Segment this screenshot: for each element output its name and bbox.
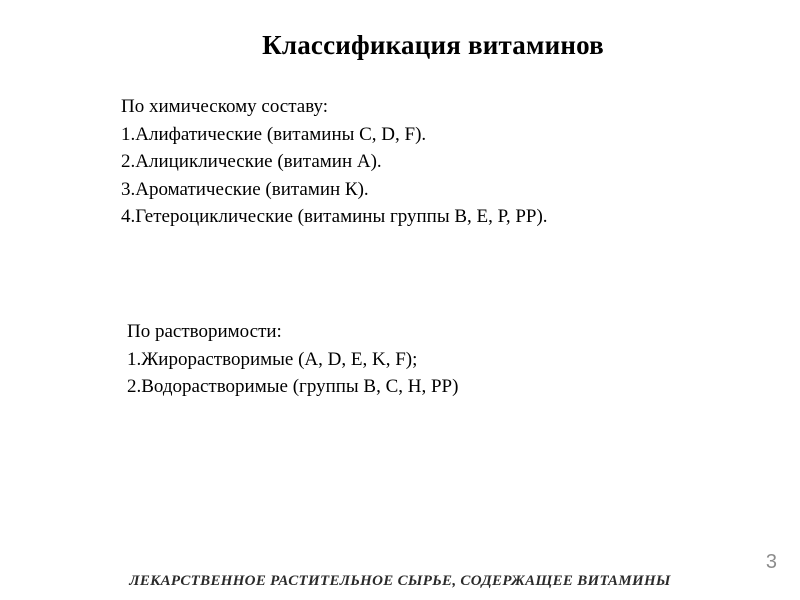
slide-title: Классификация витаминов: [262, 30, 604, 60]
slide-footer: ЛЕКАРСТВЕННОЕ РАСТИТЕЛЬНОЕ СЫРЬЕ, СОДЕРЖАЩЕЕ ВИТАМИНЫ: [129, 573, 671, 589]
solubility-heading: По растворимости:: [127, 321, 282, 342]
chemical-item-aliphatic: 1.Алифатические (витамины С, D, F).: [121, 123, 427, 145]
chemical-heading: По химическому составу:: [121, 96, 329, 117]
chemical-item-heterocyclic: 4.Гетероциклические (витамины группы В, Е, Р, РР).: [121, 206, 548, 227]
solubility-classification-block: [127, 318, 458, 401]
chemical-classification-block: [121, 93, 548, 231]
chemical-item-aromatic: 3.Ароматические (витамин К).: [121, 178, 369, 200]
solubility-item-fat-soluble: 1.Жирорастворимые (А, D, E, K, F);: [127, 348, 418, 370]
chemical-item-alicyclic: 2.Алициклические (витамин А).: [121, 151, 382, 172]
solubility-item-water-soluble: 2.Водорастворимые (группы В, С, Н, РР): [127, 376, 459, 397]
page-number: 3: [765, 551, 777, 573]
